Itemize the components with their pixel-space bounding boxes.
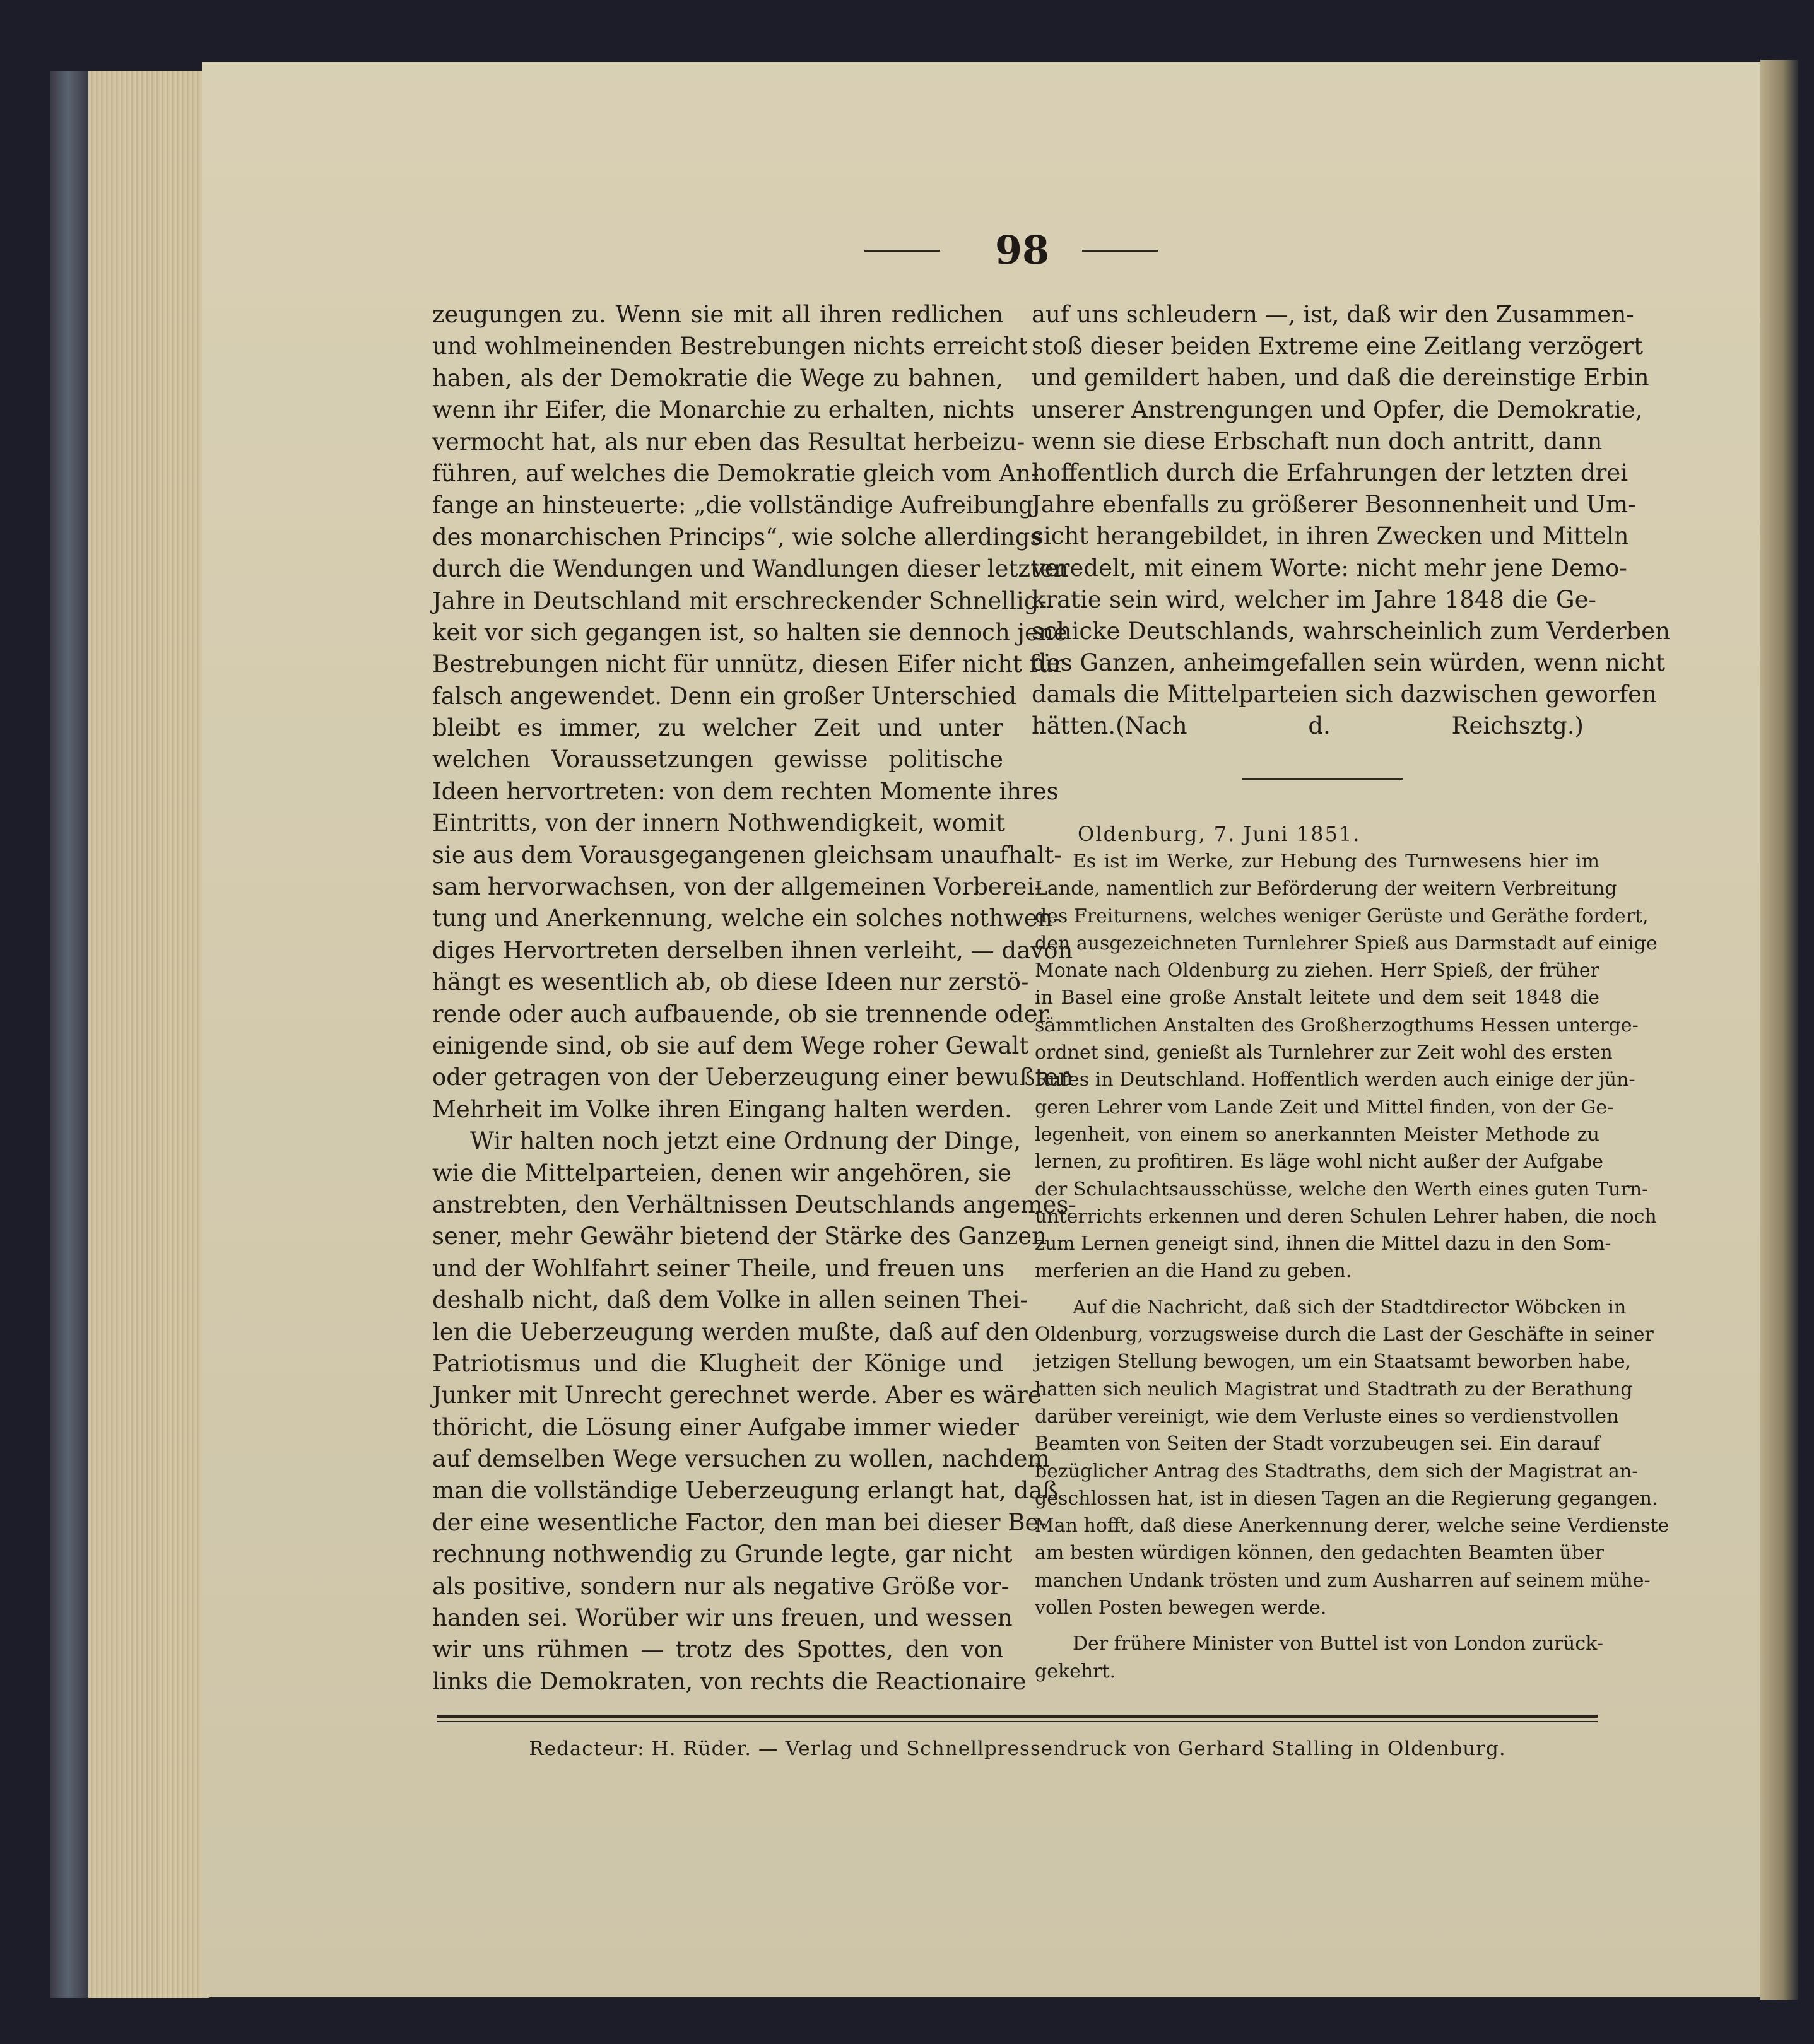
page-number-header (864, 227, 1142, 271)
header-dash-right (1082, 250, 1158, 252)
text-line: Lande, namentlich zur Beförderung der weitern Verbreitung (1035, 878, 1617, 900)
text-line: tung und Anerkennung, welche ein solches nothwen- (432, 905, 1061, 932)
text-line: Monate nach Oldenburg zu ziehen. Herr Spieß, der früher (1035, 960, 1599, 982)
text-line: Wir halten noch jetzt eine Ordnung der Dinge, (470, 1127, 1022, 1155)
text-line: sie aus dem Vorausgegangenen gleichsam unaufhalt- (432, 841, 1062, 869)
text-line: Auf die Nachricht, daß sich der Stadtdirector Wöbcken in (1073, 1296, 1627, 1319)
page-stack-edge (88, 71, 209, 1998)
text-line: wie die Mittelparteien, denen wir angehören, sie (432, 1159, 1011, 1187)
source-note: (Nach d. Reichsztg.) (1116, 712, 1584, 740)
text-line: hoffentlich durch die Erfahrungen der letzten drei (1032, 459, 1628, 486)
text-line: und wohlmeinenden Bestrebungen nichts erreicht (432, 332, 1028, 360)
text-line: Junker mit Unrecht gerechnet werde. Aber es wäre (432, 1382, 1042, 1409)
text-line: Der frühere Minister von Buttel ist von London zurück- (1073, 1633, 1603, 1655)
text-line: geren Lehrer vom Lande Zeit und Mittel finden, von der Ge- (1035, 1096, 1614, 1119)
text-line: hängt es wesentlich ab, ob diese Ideen nur zerstö- (432, 968, 1029, 996)
text-line: zum Lernen geneigt sind, ihnen die Mittel dazu in den Som- (1035, 1233, 1611, 1255)
text-line: veredelt, mit einem Worte: nicht mehr jene Demo- (1032, 554, 1627, 582)
text-line: damals die Mittelparteien sich dazwischen geworfen (1032, 681, 1657, 708)
news-paragraph-turnwesen (1035, 848, 1658, 1285)
text-line: in Basel eine große Anstalt leitete und dem seit 1848 die (1035, 987, 1599, 1009)
text-line: deshalb nicht, daß dem Volke in allen seinen Thei- (432, 1286, 1028, 1314)
text-line: wir uns rühmen — trotz des Spottes, den von (432, 1636, 1003, 1664)
text-line: falsch angewendet. Denn ein großer Unterschied (432, 682, 1017, 710)
text-line: welchen Voraussetzungen gewisse politische (432, 746, 1003, 773)
oldenburg-news-column (1035, 820, 1670, 1685)
right-column-continuation (1032, 299, 1670, 743)
page-number: 98 (994, 227, 1050, 273)
article-separator (1242, 778, 1403, 780)
text-line: bleibt es immer, zu welcher Zeit und unter (432, 714, 1003, 742)
text-line: einigende sind, ob sie auf dem Wege roher Gewalt (432, 1031, 1029, 1059)
text-line: vollen Posten bewegen werde. (1035, 1597, 1327, 1619)
text-line: sicht herangebildet, in ihren Zwecken und Mitteln (1032, 522, 1629, 550)
text-line: ordnet sind, genießt als Turnlehrer zur Zeit wohl des ersten (1035, 1042, 1613, 1064)
text-line: auf demselben Wege versuchen zu wollen, nachdem (432, 1445, 1050, 1473)
text-line: keit vor sich gegangen ist, so halten sie dennoch jene (432, 618, 1068, 646)
closing-line (1032, 710, 1596, 742)
text-line: durch die Wendungen und Wandlungen dieser letzten (432, 555, 1069, 583)
text-line: Jahre ebenfalls zu größerer Besonnenheit und Um- (1032, 491, 1636, 519)
text-line: der eine wesentliche Factor, den man bei dieser Be- (432, 1508, 1047, 1536)
text-line: unserer Anstrengungen und Opfer, die Demokratie, (1032, 396, 1643, 423)
text-line: Beamten von Seiten der Stadt vorzubeugen sei. Ein darauf (1035, 1433, 1600, 1455)
paragraph-gap (1035, 1621, 1599, 1630)
text-line: schicke Deutschlands, wahrscheinlich zum Verderben (1032, 617, 1670, 645)
text-line: handen sei. Worüber wir uns freuen, und wessen (432, 1604, 1013, 1632)
news-paragraph-stadtdirector (1035, 1294, 1670, 1622)
text-line: kratie sein wird, welcher im Jahre 1848 die Ge- (1032, 585, 1596, 613)
closing-word: hätten. (1032, 712, 1116, 740)
text-line: und gemildert haben, und daß die dereinstige Erbin (1032, 364, 1649, 392)
text-line: manchen Undank trösten und zum Ausharren auf seinem mühe- (1035, 1569, 1651, 1592)
text-line: legenheit, von einem so anerkannten Meister Methode zu (1035, 1123, 1599, 1146)
text-line: thöricht, die Lösung einer Aufgabe immer wieder (432, 1413, 1019, 1441)
text-line: hatten sich neulich Magistrat und Stadtrath zu der Berathung (1035, 1378, 1633, 1401)
text-line: sener, mehr Gewähr bietend der Stärke des Ganzen (432, 1223, 1047, 1250)
text-line: rechnung nothwendig zu Grunde legte, gar nicht (432, 1541, 1013, 1568)
dateline: Oldenburg, 7. Juni 1851. (1078, 822, 1361, 846)
text-line: gekehrt. (1035, 1660, 1116, 1683)
bottom-rule-thick (437, 1715, 1598, 1718)
text-line: Es ist im Werke, zur Hebung des Turnwesens hier im (1073, 850, 1599, 872)
text-line: des monarchischen Princips“, wie solche allerdings (432, 523, 1042, 551)
text-line: den ausgezeichneten Turnlehrer Spieß aus Darmstadt auf einige (1035, 932, 1658, 954)
text-line: man die vollständige Ueberzeugung erlangt hat, daß (432, 1477, 1059, 1505)
text-line: Mehrheit im Volke ihren Eingang halten werden. (432, 1095, 1012, 1123)
text-line: fange an hinsteuerte: „die vollständige Aufreibung (432, 491, 1034, 519)
bottom-rule-thin (437, 1721, 1598, 1722)
text-line: zeugungen zu. Wenn sie mit all ihren redlichen (432, 301, 1003, 328)
text-line: sam hervorwachsen, von der allgemeinen Vorberei- (432, 873, 1042, 901)
text-line: geschlossen hat, ist in diesen Tagen an die Regierung gegangen. (1035, 1487, 1658, 1510)
text-line: Rufes in Deutschland. Hoffentlich werden auch einige der jün- (1035, 1069, 1635, 1091)
text-line: haben, als der Demokratie die Wege zu bahnen, (432, 364, 1003, 392)
text-line: des Ganzen, anheimgefallen sein würden, wenn nicht (1032, 649, 1666, 677)
text-line: diges Hervortreten derselben ihnen verleiht, — davon (432, 936, 1073, 964)
text-line: sämmtlichen Anstalten des Großherzogthums Hessen unterge- (1035, 1014, 1639, 1037)
text-line: Oldenburg, vorzugsweise durch die Last der Geschäfte in seiner (1035, 1324, 1654, 1346)
text-line: der Schulachtsausschüsse, welche den Werth eines guten Turn- (1035, 1178, 1649, 1201)
text-line: links die Demokraten, von rechts die Reactionaire (432, 1667, 1027, 1695)
text-line: und der Wohlfahrt seiner Theile, und freuen uns (432, 1254, 1005, 1282)
text-line: als positive, sondern nur als negative Größe vor- (432, 1572, 1010, 1600)
text-line: Bestrebungen nicht für unnütz, diesen Eifer nicht für (432, 650, 1064, 678)
text-line: führen, auf welches die Demokratie gleich vom An- (432, 459, 1039, 487)
text-line: des Freiturnens, welches weniger Gerüste und Geräthe fordert, (1035, 905, 1649, 927)
text-line: len die Ueberzeugung werden mußte, daß auf den (432, 1318, 1030, 1346)
paragraph-gap (1035, 1285, 1599, 1294)
text-line: Eintritts, von der innern Nothwendigkeit, womit (432, 809, 1005, 837)
text-line: merferien an die Hand zu geben. (1035, 1260, 1352, 1283)
text-line: auf uns schleudern —, ist, daß wir den Zusammen- (1032, 301, 1634, 328)
text-line: rende oder auch aufbauende, ob sie trennende oder (432, 1000, 1049, 1028)
text-line: am besten würdigen können, den gedachten Beamten über (1035, 1542, 1604, 1565)
book-right-edge (1760, 60, 1798, 2000)
text-line: anstrebten, den Verhältnissen Deutschlands angemes- (432, 1190, 1076, 1218)
text-line: jetzigen Stellung bewogen, um ein Staatsamt beworben habe, (1035, 1351, 1632, 1373)
text-line: wenn ihr Eifer, die Monarchie zu erhalten, nichts (432, 396, 1015, 424)
text-line: Man hofft, daß diese Anerkennung derer, welche seine Verdienste (1035, 1515, 1670, 1537)
news-paragraph-minister (1035, 1630, 1603, 1685)
text-line: Ideen hervortreten: von dem rechten Momente ihres (432, 777, 1059, 805)
text-line: wenn sie diese Erbschaft nun doch antritt, dann (1032, 427, 1603, 455)
text-line: unterrichts erkennen und deren Schulen Lehrer haben, die noch (1035, 1205, 1657, 1228)
text-line: stoß dieser beiden Extreme eine Zeitlang verzögert (1032, 332, 1644, 360)
text-line: Jahre in Deutschland mit erschreckender Schnellig- (432, 587, 1047, 614)
text-line: oder getragen von der Ueberzeugung einer bewußten (432, 1064, 1074, 1091)
text-line: bezüglicher Antrag des Stadtraths, dem sich der Magistrat an- (1035, 1460, 1639, 1483)
text-line: lernen, zu profitiren. Es läge wohl nicht außer der Aufgabe (1035, 1151, 1604, 1173)
text-line: darüber vereinigt, wie dem Verluste eines so verdienstvollen (1035, 1405, 1619, 1428)
text-line: Patriotismus und die Klugheit der Könige und (432, 1349, 1003, 1377)
imprint-footer: Redacteur: H. Rüder. — Verlag und Schnellpressendruck von Gerhard Stalling in Oldenburg. (529, 1737, 1506, 1760)
header-dash-left (864, 250, 940, 252)
text-line: vermocht hat, als nur eben das Resultat herbeizu- (432, 428, 1025, 455)
